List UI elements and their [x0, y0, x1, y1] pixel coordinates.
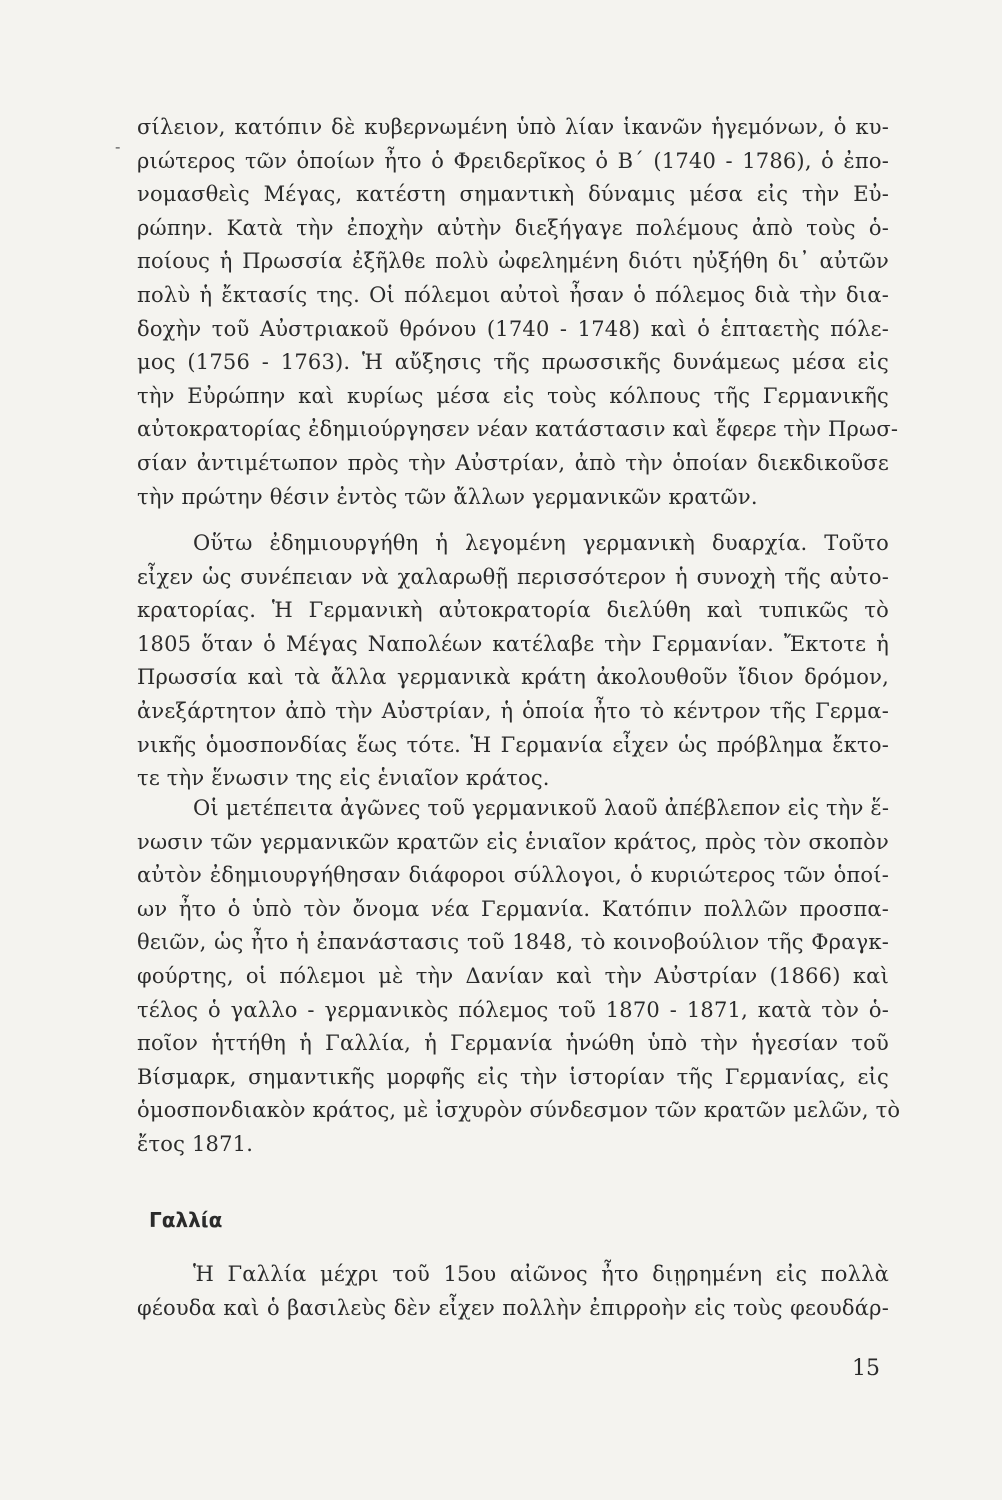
text-line: ποίους ἡ Πρωσσία ἐξῆλθε πολὺ ὠφελημένη διότι ηὐξήθη δι᾽ αὐτῶν	[137, 249, 889, 274]
page-number: 15	[852, 1356, 880, 1381]
text-line: αὐτὸν ἐδημιουργήθησαν διάφοροι σύλλογοι, ὁ κυριώτερος τῶν ὁποί-	[137, 863, 889, 888]
margin-mark: -	[115, 137, 121, 156]
text-line: ὁμοσπονδιακὸν κράτος, μὲ ἰσχυρὸν σύνδεσμον τῶν κρατῶν μελῶν, τὸ	[137, 1098, 901, 1123]
paragraph-1	[137, 111, 899, 514]
text-line: Οὕτω ἐδημιουργήθη ἡ λεγομένη γερμανικὴ δυαρχία. Τοῦτο	[193, 531, 889, 555]
text-line: τέλος ὁ γαλλο - γερμανικὸς πόλεμος τοῦ 1870 - 1871, κατὰ τὸν ὁ-	[137, 997, 889, 1022]
text-line: κρατορίας. Ἡ Γερμανικὴ αὐτοκρατορία διελύθη καὶ τυπικῶς τὸ	[137, 598, 889, 623]
section-heading: Γαλλία	[149, 1208, 223, 1232]
paragraph-3	[137, 792, 901, 1162]
text-line: φούρτης, οἱ πόλεμοι μὲ τὴν Δανίαν καὶ τὴν Αὐστρίαν (1866) καὶ	[137, 963, 889, 988]
text-line: Πρωσσία καὶ τὰ ἄλλα γερμανικὰ κράτη ἀκολουθοῦν ἴδιον δρόμον,	[137, 665, 889, 690]
text-line: ριώτερος τῶν ὁποίων ἦτο ὁ Φρειδερῖκος ὁ Β΄ (1740 - 1786), ὁ ἐπο-	[137, 148, 889, 173]
text-line: νικῆς ὁμοσπονδίας ἕως τότε. Ἡ Γερμανία εἶχεν ὡς πρόβλημα ἔκτο-	[137, 732, 889, 757]
text-line: θειῶν, ὡς ἦτο ἡ ἐπανάστασις τοῦ 1848, τὸ κοινοβούλιον τῆς Φραγκ-	[137, 930, 889, 955]
text-line: ποῖον ἡττήθη ἡ Γαλλία, ἡ Γερμανία ἡνώθη ὑπὸ τὴν ἡγεσίαν τοῦ	[137, 1031, 889, 1056]
text-line: ων ἦτο ὁ ὑπὸ τὸν ὄνομα νέα Γερμανία. Κατόπιν πολλῶν προσπα-	[137, 896, 889, 921]
text-line: σίαν ἀντιμέτωπον πρὸς τὴν Αὐστρίαν, ἀπὸ τὴν ὁποίαν διεκδικοῦσε	[137, 450, 889, 475]
text-line: ἔτος 1871.	[137, 1131, 254, 1156]
text-line: μος (1756 - 1763). Ἡ αὔξησις τῆς πρωσσικῆς δυνάμεως μέσα εἰς	[137, 350, 889, 375]
text-line: νωσιν τῶν γερμανικῶν κρατῶν εἰς ἑνιαῖον κράτος, πρὸς τὸν σκοπὸν	[137, 829, 889, 854]
text-line: τὴν πρώτην θέσιν ἐντὸς τῶν ἄλλων γερμανικῶν κρατῶν.	[137, 484, 758, 509]
paragraph-2	[137, 527, 889, 796]
text-line: Ἡ Γαλλία μέχρι τοῦ 15ου αἰῶνος ἦτο διῃρημένη εἰς πολλὰ	[193, 1262, 889, 1286]
text-line: δοχὴν τοῦ Αὐστριακοῦ θρόνου (1740 - 1748) καὶ ὁ ἑπταετὴς πόλε-	[137, 316, 889, 341]
text-line: πολὺ ἡ ἔκτασίς της. Οἱ πόλεμοι αὐτοὶ ἦσαν ὁ πόλεμος διὰ τὴν δια-	[137, 282, 889, 307]
text-line: τὴν Εὐρώπην καὶ κυρίως μέσα εἰς τοὺς κόλπους τῆς Γερμανικῆς	[137, 383, 889, 408]
text-line: αὐτοκρατορίας ἐδημιούργησεν νέαν κατάστασιν καὶ ἔφερε τὴν Πρωσ-	[137, 417, 899, 442]
text-line: ρώπην. Κατὰ τὴν ἐποχὴν αὐτὴν διεξήγαγε πολέμους ἀπὸ τοὺς ὁ-	[137, 215, 889, 240]
text-line: φέουδα καὶ ὁ βασιλεὺς δὲν εἶχεν πολλὴν ἐπιρροὴν εἰς τοὺς φεουδάρ-	[137, 1295, 889, 1320]
text-line: σίλειον, κατόπιν δὲ κυβερνωμένη ὑπὸ λίαν ἱκανῶν ἡγεμόνων, ὁ κυ-	[137, 115, 889, 139]
text-line: νομασθεὶς Μέγας, κατέστη σημαντικὴ δύναμις μέσα εἰς τὴν Εὐ-	[137, 182, 889, 207]
paragraph-4	[137, 1258, 889, 1325]
text-line: ἀνεξάρτητον ἀπὸ τὴν Αὐστρίαν, ἡ ὁποία ἦτο τὸ κέντρον τῆς Γερμα-	[137, 698, 889, 723]
text-line: τε τὴν ἕνωσιν της εἰς ἑνιαῖον κράτος.	[137, 766, 550, 791]
text-line: 1805 ὅταν ὁ Μέγας Ναπολέων κατέλαβε τὴν Γερμανίαν. Ἔκτοτε ἡ	[137, 631, 889, 656]
text-line: Βίσμαρκ, σημαντικῆς μορφῆς εἰς τὴν ἱστορίαν τῆς Γερμανίας, εἰς	[137, 1064, 889, 1089]
text-line: εἶχεν ὡς συνέπειαν νὰ χαλαρωθῇ περισσότερον ἡ συνοχὴ τῆς αὐτο-	[137, 564, 889, 589]
text-line: Οἱ μετέπειτα ἀγῶνες τοῦ γερμανικοῦ λαοῦ ἀπέβλεπον εἰς τὴν ἕ-	[193, 796, 890, 820]
